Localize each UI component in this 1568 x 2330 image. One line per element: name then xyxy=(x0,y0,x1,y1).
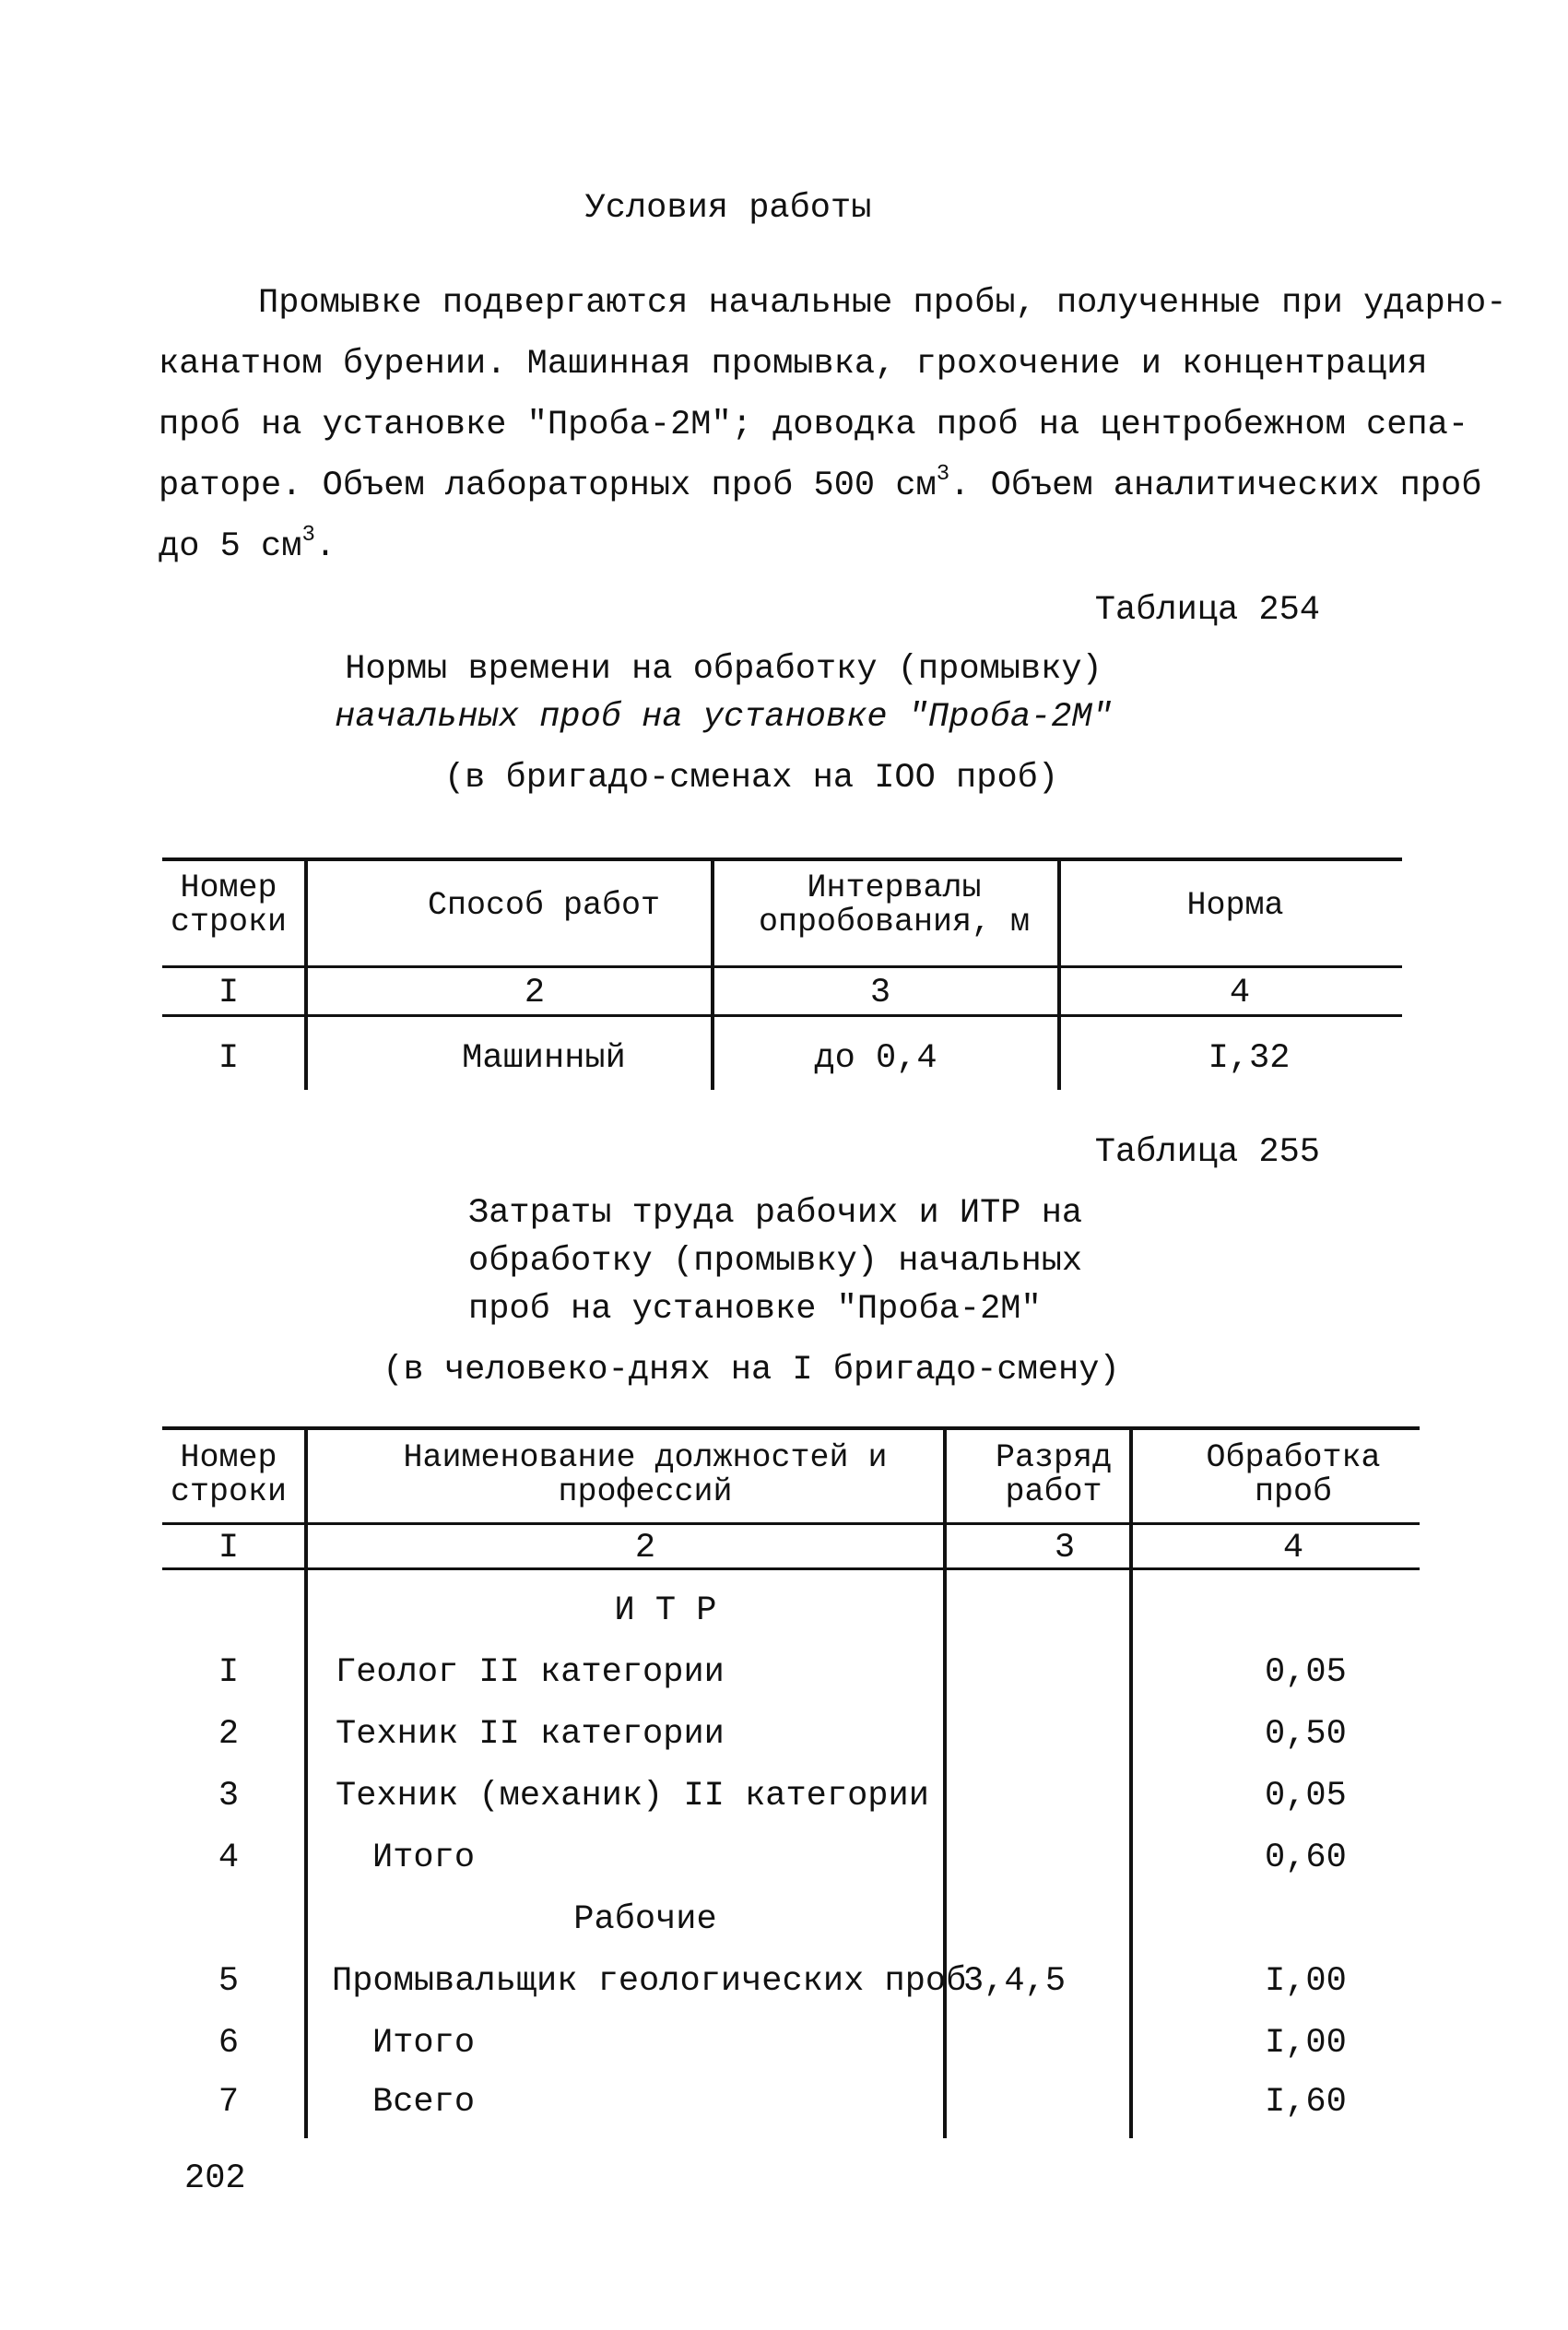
table-255-label: Таблица 255 xyxy=(1094,1133,1320,1172)
table-255-section-itr: И Т Р xyxy=(614,1591,717,1630)
table-255-unit: (в человеко-днях на I бригадо-смену) xyxy=(383,1351,1120,1390)
intro-line-1: Промывке подвергаются начальные пробы, полученные при ударно- xyxy=(258,284,1507,323)
table-255-header-grade: Разряд работ xyxy=(995,1439,1113,1510)
table-255-row-value: 0,50 xyxy=(1265,1715,1347,1754)
section-title: Условия работы xyxy=(584,189,872,228)
table-255-row-name: Промывальщик геологических проб xyxy=(332,1962,967,2001)
superscript-cube: 3 xyxy=(301,523,315,548)
table-255-row-num: 2 xyxy=(218,1715,240,1754)
table-254-row-method: Машинный xyxy=(462,1039,626,1078)
table-254-title-line-1: Нормы времени на обработку (промывку) xyxy=(345,650,1102,689)
table-255-colnum-1: I xyxy=(218,1529,240,1567)
table-255-row-value: I,00 xyxy=(1265,1962,1347,2001)
table-255-row-value: 0,05 xyxy=(1265,1653,1347,1692)
table-255-row-name: Всего xyxy=(372,2083,476,2122)
table-255-header-position: Наименование должностей и профессий xyxy=(403,1439,888,1510)
superscript-cube: 3 xyxy=(936,462,950,487)
table-254-row-interval: до 0,4 xyxy=(814,1039,937,1078)
table-255-header-number: Номер строки xyxy=(170,1439,288,1510)
table-255-row-num: 3 xyxy=(218,1777,240,1816)
intro-line-3: проб на установке "Проба-2М"; доводка проб на центробежном сепа- xyxy=(159,406,1469,444)
table-255-title-line-2: обработку (промывку) начальных xyxy=(468,1242,1083,1281)
table-254-row-norm: I,32 xyxy=(1208,1039,1291,1078)
table-255-row-value: I,00 xyxy=(1265,2024,1347,2063)
table-255-colnum-3: 3 xyxy=(1054,1529,1076,1567)
table-255-row-num: 6 xyxy=(218,2024,240,2063)
table-254-colnum-3: 3 xyxy=(869,974,891,1012)
table-255-row-value: 0,05 xyxy=(1265,1777,1347,1816)
table-255-row-num: I xyxy=(218,1653,240,1692)
table-255-row-num: 5 xyxy=(218,1962,240,2001)
table-254-colnum-4: 4 xyxy=(1229,974,1251,1012)
intro-line-5: до 5 $см^3$. xyxy=(159,523,336,566)
table-254-header-number: Номер строки xyxy=(170,869,288,940)
table-254-header-norm: Норма xyxy=(1186,887,1284,924)
table-255-row-num: 4 xyxy=(218,1839,240,1877)
table-255-row-value: 0,60 xyxy=(1265,1839,1347,1877)
table-255-colnum-2: 2 xyxy=(634,1529,656,1567)
table-254-colnum-2: 2 xyxy=(524,974,546,1012)
table-255-row-num: 7 xyxy=(218,2083,240,2122)
table-254-label: Таблица 254 xyxy=(1094,591,1320,630)
table-255-row-name: Техник (механик) II категории xyxy=(336,1777,929,1816)
table-254-unit: (в бригадо-сменах на IOO проб) xyxy=(443,759,1059,798)
table-254-header-method: Способ работ xyxy=(427,887,661,924)
page-number: 202 xyxy=(184,2159,246,2198)
table-254-title-line-2: начальных проб на установке "Проба-2М" xyxy=(335,698,1113,737)
table-255-row-name: Итого xyxy=(372,1839,476,1877)
table-255-row-name: Итого xyxy=(372,2024,476,2063)
table-255-row-value: I,60 xyxy=(1265,2083,1347,2122)
intro-line-4: раторе. Объем лабораторных проб 500 $см^3$. Объем аналитических проб xyxy=(159,462,1482,505)
intro-line-2: канатном бурении. Машинная промывка, грохочение и концентрация xyxy=(159,345,1428,384)
table-254-header-interval: Интервалы опробования, м xyxy=(758,869,1031,940)
table-254-row-num: I xyxy=(218,1039,240,1078)
table-255-row-name: Техник II категории xyxy=(336,1715,725,1754)
table-255-colnum-4: 4 xyxy=(1282,1529,1304,1567)
table-255-title-line-3: проб на установке "Проба-2М" xyxy=(468,1290,1042,1329)
table-255-row-grade: 3,4,5 xyxy=(963,1962,1067,2001)
table-254-colnum-1: I xyxy=(218,974,240,1012)
table-255-row-name: Геолог II категории xyxy=(336,1653,725,1692)
table-255-section-workers: Рабочие xyxy=(573,1900,717,1939)
table-255-header-processing: Обработка проб xyxy=(1206,1439,1381,1510)
table-255-title-line-1: Затраты труда рабочих и ИТР на xyxy=(468,1194,1083,1233)
